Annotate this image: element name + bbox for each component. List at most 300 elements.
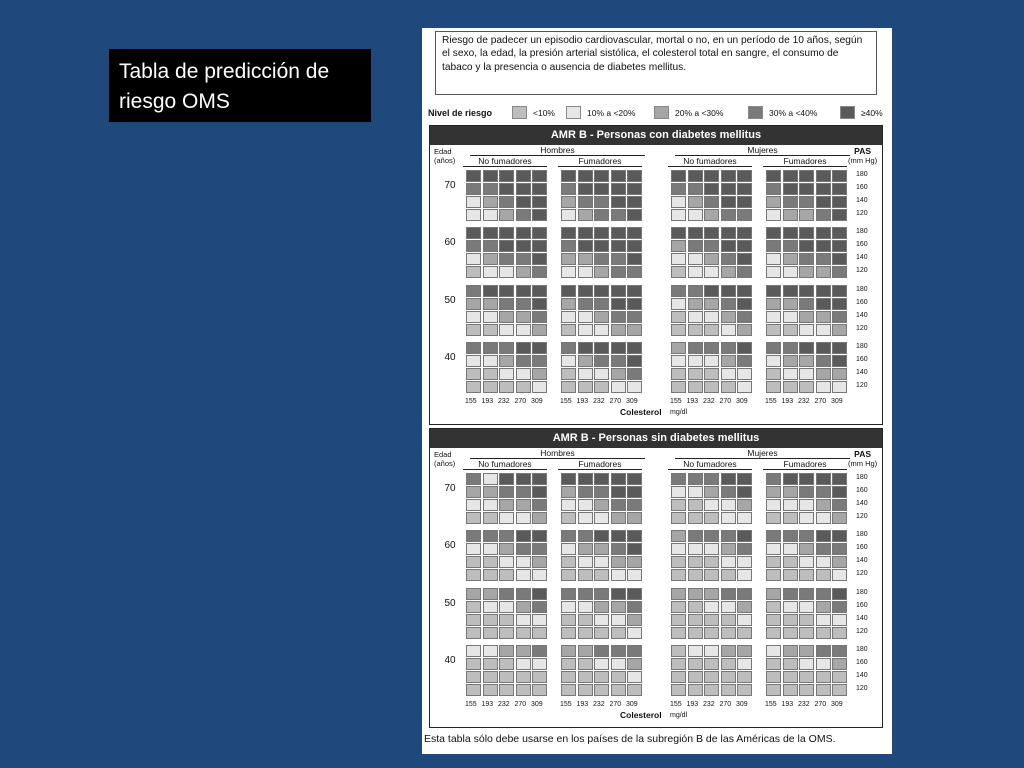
risk-cell xyxy=(561,342,576,354)
risk-cell xyxy=(611,645,626,657)
risk-cell xyxy=(561,355,576,367)
risk-cell xyxy=(483,512,498,524)
risk-cell xyxy=(721,658,736,670)
risk-grid xyxy=(766,588,847,639)
risk-cell xyxy=(799,645,814,657)
risk-cell xyxy=(671,684,686,696)
risk-cell xyxy=(466,671,481,683)
risk-cell xyxy=(832,196,847,208)
risk-cell xyxy=(688,355,703,367)
risk-cell xyxy=(516,486,531,498)
risk-cell xyxy=(594,627,609,639)
legend-swatch xyxy=(566,106,581,119)
sbp-value: 140 xyxy=(856,369,868,376)
footer-note: Esta tabla sólo debe usarse en los países de la subregión B de las Américas de la OMS. xyxy=(424,733,836,745)
risk-cell xyxy=(516,543,531,555)
risk-cell xyxy=(737,473,752,485)
risk-cell xyxy=(532,543,547,555)
risk-cell xyxy=(578,240,593,252)
sbp-value: 140 xyxy=(856,615,868,622)
edad-label: Edad xyxy=(434,450,452,459)
risk-cell xyxy=(737,342,752,354)
risk-cell xyxy=(799,658,814,670)
risk-cell xyxy=(688,671,703,683)
sex-label-women: Mujeres xyxy=(675,448,850,459)
risk-cell xyxy=(721,543,736,555)
risk-cell xyxy=(816,381,831,393)
risk-cell xyxy=(516,556,531,568)
risk-cell xyxy=(627,684,642,696)
risk-cell xyxy=(816,342,831,354)
risk-cell xyxy=(816,473,831,485)
risk-cell xyxy=(627,486,642,498)
cholesterol-tick: 232 xyxy=(593,701,605,708)
risk-cell xyxy=(532,266,547,278)
risk-cell xyxy=(721,183,736,195)
risk-cell xyxy=(799,324,814,336)
risk-cell xyxy=(688,658,703,670)
cholesterol-tick: 232 xyxy=(703,398,715,405)
cholesterol-tick: 309 xyxy=(831,398,843,405)
risk-cell xyxy=(737,499,752,511)
risk-cell xyxy=(611,183,626,195)
risk-cell xyxy=(799,298,814,310)
cholesterol-tick: 270 xyxy=(609,701,622,708)
non-smokers-label: No fumadores xyxy=(463,459,547,470)
risk-cell xyxy=(627,240,642,252)
risk-cell xyxy=(594,569,609,581)
risk-cell xyxy=(594,266,609,278)
risk-cell xyxy=(611,298,626,310)
risk-cell xyxy=(532,473,547,485)
risk-cell xyxy=(516,530,531,542)
risk-cell xyxy=(671,473,686,485)
risk-cell xyxy=(466,240,481,252)
risk-grid xyxy=(561,588,642,639)
risk-cell xyxy=(671,499,686,511)
sbp-value: 180 xyxy=(856,171,868,178)
risk-cell xyxy=(832,342,847,354)
risk-cell xyxy=(532,355,547,367)
risk-cell xyxy=(832,285,847,297)
risk-cell xyxy=(799,355,814,367)
risk-cell xyxy=(704,170,719,182)
risk-cell xyxy=(816,183,831,195)
risk-cell xyxy=(516,588,531,600)
risk-cell xyxy=(516,298,531,310)
cholesterol-tick: 270 xyxy=(514,398,527,405)
cholesterol-tick: 155 xyxy=(765,701,777,708)
risk-cell xyxy=(688,209,703,221)
sex-label-men: Hombres xyxy=(470,145,645,156)
risk-cell xyxy=(627,601,642,613)
risk-cell xyxy=(516,658,531,670)
risk-cell xyxy=(627,671,642,683)
risk-grid xyxy=(561,342,642,393)
risk-cell xyxy=(483,684,498,696)
risk-cell xyxy=(671,645,686,657)
risk-cell xyxy=(483,556,498,568)
risk-cell xyxy=(627,645,642,657)
risk-cell xyxy=(594,614,609,626)
risk-cell xyxy=(737,209,752,221)
risk-cell xyxy=(721,196,736,208)
risk-grid xyxy=(466,285,547,336)
risk-cell xyxy=(516,614,531,626)
risk-cell xyxy=(466,499,481,511)
risk-cell xyxy=(483,627,498,639)
risk-cell xyxy=(466,645,481,657)
risk-cell xyxy=(578,368,593,380)
risk-cell xyxy=(704,473,719,485)
risk-cell xyxy=(688,588,703,600)
risk-cell xyxy=(532,368,547,380)
risk-grid xyxy=(671,227,752,278)
cholesterol-tick: 232 xyxy=(498,701,510,708)
risk-cell xyxy=(783,209,798,221)
risk-cell xyxy=(627,355,642,367)
risk-cell xyxy=(578,253,593,265)
risk-cell xyxy=(532,196,547,208)
risk-cell xyxy=(627,209,642,221)
risk-cell xyxy=(799,543,814,555)
risk-cell xyxy=(532,614,547,626)
sex-label-women: Mujeres xyxy=(675,145,850,156)
risk-cell xyxy=(816,324,831,336)
risk-cell xyxy=(483,170,498,182)
sbp-value: 160 xyxy=(856,487,868,494)
risk-cell xyxy=(721,588,736,600)
age-label: 50 xyxy=(444,295,456,306)
sbp-labels xyxy=(856,586,868,638)
risk-cell xyxy=(783,614,798,626)
risk-cell xyxy=(627,170,642,182)
risk-cell xyxy=(688,601,703,613)
risk-cell xyxy=(611,342,626,354)
risk-cell xyxy=(704,569,719,581)
risk-cell xyxy=(688,543,703,555)
cholesterol-tick: 232 xyxy=(498,398,510,405)
risk-cell xyxy=(799,183,814,195)
risk-cell xyxy=(799,569,814,581)
risk-grid xyxy=(561,645,642,696)
risk-cell xyxy=(466,658,481,670)
risk-cell xyxy=(721,473,736,485)
risk-cell xyxy=(532,227,547,239)
risk-cell xyxy=(516,196,531,208)
risk-cell xyxy=(832,588,847,600)
risk-cell xyxy=(783,627,798,639)
risk-cell xyxy=(627,342,642,354)
risk-cell xyxy=(627,298,642,310)
risk-cell xyxy=(783,486,798,498)
risk-cell xyxy=(532,209,547,221)
risk-cell xyxy=(578,645,593,657)
risk-cell xyxy=(483,183,498,195)
risk-cell xyxy=(483,209,498,221)
risk-cell xyxy=(737,253,752,265)
sbp-value: 120 xyxy=(856,628,868,635)
risk-cell xyxy=(532,170,547,182)
sbp-value: 160 xyxy=(856,544,868,551)
risk-cell xyxy=(611,473,626,485)
risk-cell xyxy=(483,499,498,511)
risk-cell xyxy=(783,342,798,354)
risk-cell xyxy=(499,342,514,354)
risk-cell xyxy=(594,543,609,555)
risk-cell xyxy=(594,556,609,568)
risk-cell xyxy=(499,499,514,511)
risk-cell xyxy=(611,368,626,380)
sbp-value: 120 xyxy=(856,685,868,692)
risk-cell xyxy=(721,355,736,367)
risk-cell xyxy=(499,381,514,393)
sbp-labels xyxy=(856,340,868,392)
risk-cell xyxy=(516,311,531,323)
sbp-labels xyxy=(856,283,868,335)
risk-cell xyxy=(704,627,719,639)
risk-cell xyxy=(594,588,609,600)
risk-cell xyxy=(671,298,686,310)
risk-cell xyxy=(483,266,498,278)
sbp-labels xyxy=(856,168,868,220)
risk-cell xyxy=(766,671,781,683)
risk-cell xyxy=(671,196,686,208)
sbp-value: 140 xyxy=(856,500,868,507)
risk-cell xyxy=(611,499,626,511)
risk-cell xyxy=(816,543,831,555)
risk-cell xyxy=(499,658,514,670)
risk-cell xyxy=(737,671,752,683)
risk-cell xyxy=(627,285,642,297)
risk-cell xyxy=(578,530,593,542)
risk-cell xyxy=(737,614,752,626)
non-smokers-label: No fumadores xyxy=(668,156,752,167)
risk-grid xyxy=(561,227,642,278)
risk-cell xyxy=(766,684,781,696)
risk-cell xyxy=(466,209,481,221)
risk-cell xyxy=(721,530,736,542)
risk-cell xyxy=(766,170,781,182)
risk-cell xyxy=(466,342,481,354)
risk-cell xyxy=(766,569,781,581)
cholesterol-tick: 193 xyxy=(686,398,699,405)
risk-cell xyxy=(766,183,781,195)
cholesterol-tick: 309 xyxy=(831,701,843,708)
risk-cell xyxy=(783,170,798,182)
risk-cell xyxy=(832,645,847,657)
risk-cell xyxy=(561,530,576,542)
risk-cell xyxy=(499,486,514,498)
age-label: 70 xyxy=(444,180,456,191)
risk-grid xyxy=(561,170,642,221)
risk-cell xyxy=(466,311,481,323)
non-smokers-label: No fumadores xyxy=(668,459,752,470)
risk-cell xyxy=(832,183,847,195)
risk-cell xyxy=(483,227,498,239)
pas-header xyxy=(848,450,877,468)
sbp-value: 160 xyxy=(856,602,868,609)
risk-cell xyxy=(466,486,481,498)
risk-cell xyxy=(627,556,642,568)
risk-cell xyxy=(816,588,831,600)
risk-cell xyxy=(671,285,686,297)
risk-cell xyxy=(783,530,798,542)
risk-cell xyxy=(816,311,831,323)
risk-cell xyxy=(799,253,814,265)
risk-cell xyxy=(561,601,576,613)
pas-label: PAS xyxy=(854,449,872,459)
risk-cell xyxy=(611,658,626,670)
risk-cell xyxy=(578,311,593,323)
sbp-labels xyxy=(856,528,868,580)
cholesterol-tick: 155 xyxy=(670,398,682,405)
risk-cell xyxy=(671,227,686,239)
risk-cell xyxy=(832,170,847,182)
risk-grid xyxy=(561,530,642,581)
cholesterol-tick: 193 xyxy=(781,398,794,405)
risk-cell xyxy=(466,684,481,696)
risk-cell xyxy=(611,671,626,683)
risk-cell xyxy=(816,285,831,297)
risk-cell xyxy=(532,253,547,265)
risk-cell xyxy=(737,311,752,323)
risk-cell xyxy=(671,543,686,555)
risk-cell xyxy=(799,368,814,380)
risk-cell xyxy=(783,266,798,278)
sbp-labels xyxy=(856,643,868,695)
risk-cell xyxy=(483,240,498,252)
risk-cell xyxy=(671,556,686,568)
risk-cell xyxy=(721,342,736,354)
risk-cell xyxy=(832,311,847,323)
risk-cell xyxy=(499,183,514,195)
risk-cell xyxy=(766,298,781,310)
risk-cell xyxy=(832,253,847,265)
risk-cell xyxy=(832,658,847,670)
panel-title: AMR B - Personas sin diabetes mellitus xyxy=(430,429,882,448)
risk-cell xyxy=(627,183,642,195)
risk-cell xyxy=(832,355,847,367)
sbp-value: 160 xyxy=(856,241,868,248)
risk-grid xyxy=(766,473,847,524)
risk-cell xyxy=(561,311,576,323)
cholesterol-tick: 155 xyxy=(465,398,477,405)
risk-cell xyxy=(832,381,847,393)
sbp-value: 160 xyxy=(856,299,868,306)
risk-cell xyxy=(704,266,719,278)
risk-cell xyxy=(816,240,831,252)
risk-cell xyxy=(766,543,781,555)
sbp-value: 120 xyxy=(856,325,868,332)
risk-cell xyxy=(704,588,719,600)
risk-cell xyxy=(766,253,781,265)
risk-cell xyxy=(627,381,642,393)
risk-cell xyxy=(737,684,752,696)
risk-cell xyxy=(466,324,481,336)
risk-cell xyxy=(499,311,514,323)
risk-cell xyxy=(783,253,798,265)
risk-cell xyxy=(704,285,719,297)
risk-cell xyxy=(832,298,847,310)
slide-title: Tabla de predicción de riesgo OMS xyxy=(109,49,371,122)
risk-cell xyxy=(594,512,609,524)
risk-cell xyxy=(611,512,626,524)
risk-cell xyxy=(532,311,547,323)
cholesterol-tick: 309 xyxy=(736,701,748,708)
risk-cell xyxy=(816,253,831,265)
risk-cell xyxy=(499,569,514,581)
risk-cell xyxy=(816,196,831,208)
risk-cell xyxy=(816,556,831,568)
risk-cell xyxy=(671,342,686,354)
risk-cell xyxy=(766,227,781,239)
sbp-value: 140 xyxy=(856,672,868,679)
risk-cell xyxy=(611,627,626,639)
cholesterol-unit: mg/dl xyxy=(670,409,688,416)
anos-label: (años) xyxy=(434,459,456,468)
risk-cell xyxy=(578,381,593,393)
risk-grid xyxy=(466,342,547,393)
legend-label: 10% a <20% xyxy=(587,108,636,118)
risk-cell xyxy=(816,266,831,278)
sbp-value: 160 xyxy=(856,659,868,666)
risk-cell xyxy=(561,556,576,568)
risk-cell xyxy=(594,170,609,182)
risk-cell xyxy=(688,311,703,323)
risk-cell xyxy=(466,285,481,297)
age-label: 60 xyxy=(444,540,456,551)
risk-cell xyxy=(832,486,847,498)
legend-label: 20% a <30% xyxy=(675,108,724,118)
risk-cell xyxy=(627,569,642,581)
risk-cell xyxy=(466,381,481,393)
risk-cell xyxy=(483,253,498,265)
risk-cell xyxy=(737,285,752,297)
risk-cell xyxy=(671,253,686,265)
risk-cell xyxy=(627,658,642,670)
risk-cell xyxy=(483,381,498,393)
cholesterol-tick: 270 xyxy=(814,701,827,708)
risk-cell xyxy=(627,588,642,600)
risk-cell xyxy=(783,499,798,511)
legend-swatch xyxy=(512,106,527,119)
cholesterol-tick: 232 xyxy=(798,701,810,708)
risk-cell xyxy=(594,227,609,239)
risk-cell xyxy=(499,253,514,265)
risk-cell xyxy=(766,381,781,393)
risk-cell xyxy=(799,486,814,498)
risk-cell xyxy=(561,240,576,252)
risk-cell xyxy=(499,368,514,380)
risk-cell xyxy=(483,614,498,626)
risk-cell xyxy=(466,543,481,555)
risk-cell xyxy=(816,227,831,239)
risk-cell xyxy=(499,170,514,182)
risk-legend xyxy=(428,106,888,122)
risk-cell xyxy=(578,569,593,581)
sbp-value: 140 xyxy=(856,254,868,261)
risk-cell xyxy=(499,601,514,613)
risk-cell xyxy=(671,368,686,380)
risk-cell xyxy=(578,671,593,683)
legend-title: Nivel de riesgo xyxy=(428,108,493,118)
risk-grid xyxy=(466,530,547,581)
risk-cell xyxy=(688,196,703,208)
risk-cell xyxy=(561,684,576,696)
risk-cell xyxy=(611,614,626,626)
risk-cell xyxy=(799,285,814,297)
